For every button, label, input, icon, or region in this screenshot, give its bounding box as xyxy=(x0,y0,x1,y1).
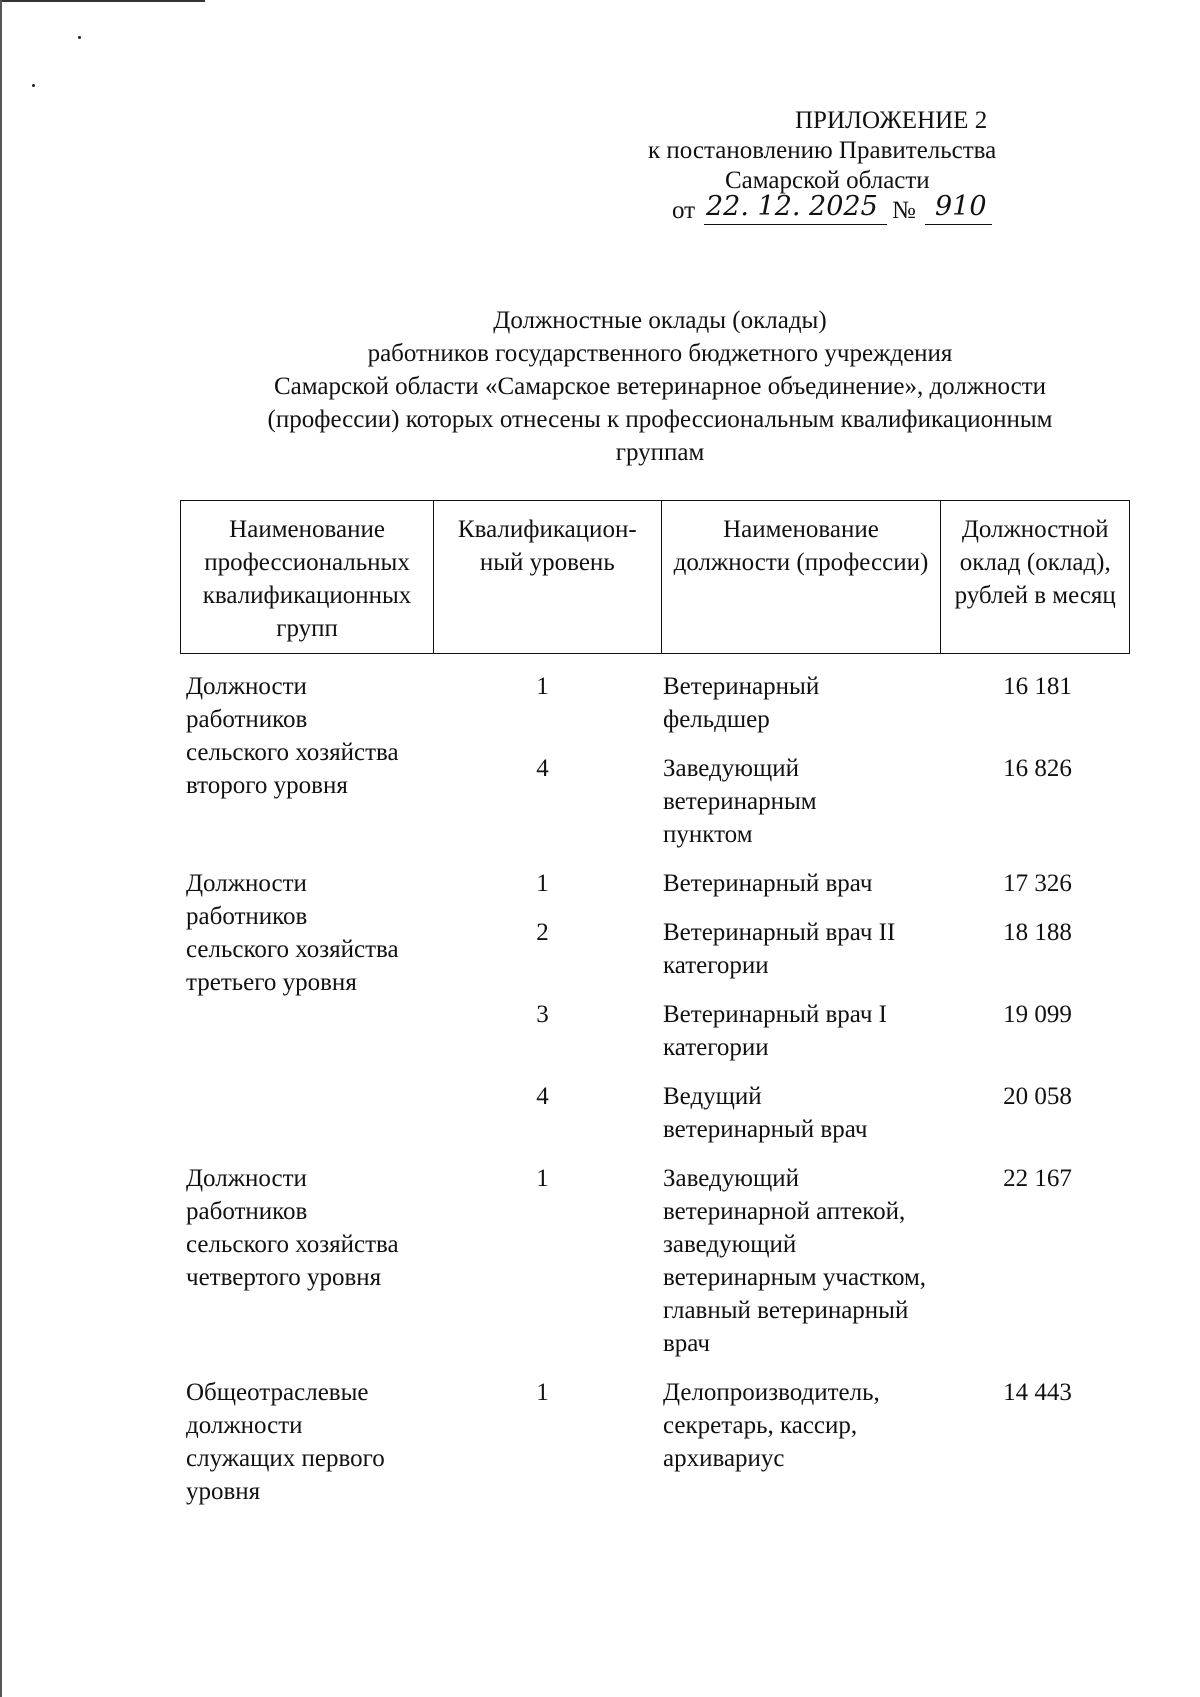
header-level: Квалификацион-ный уровень xyxy=(434,501,661,654)
salary: 18 188 xyxy=(1003,919,1072,946)
scan-edge-top xyxy=(0,0,205,2)
position: Ведущий ветеринарный врач xyxy=(663,1083,868,1143)
level: 1 xyxy=(536,1379,549,1406)
date-handwritten: 22. 12. 2025 xyxy=(706,191,878,222)
position: Ветеринарный врач I категории xyxy=(663,1001,887,1061)
group-name: Общеотраслевые должности служащих первого уровня xyxy=(186,1379,385,1505)
salary: 17 326 xyxy=(1003,870,1072,897)
number-prefix: № xyxy=(892,197,916,224)
position: Заведующий ветеринарным пунктом xyxy=(663,755,817,848)
scan-edge-left xyxy=(0,0,2,1697)
appendix-title: ПРИЛОЖЕНИЕ 2 xyxy=(795,107,988,134)
header-position: Наименование должности (профессии) xyxy=(661,501,941,654)
number-underline xyxy=(925,224,992,225)
table-group xyxy=(180,670,1130,851)
salary: 16 181 xyxy=(1003,673,1072,700)
date-underline xyxy=(704,224,887,225)
salary: 22 167 xyxy=(1003,1165,1072,1192)
scan-speck xyxy=(78,36,81,39)
level: 2 xyxy=(536,919,549,946)
level: 1 xyxy=(536,673,549,700)
table-group xyxy=(180,1162,1130,1360)
position: Делопроизводитель, секретарь, кассир, архивариус xyxy=(663,1379,880,1472)
document-title xyxy=(190,304,1130,469)
number-handwritten: 910 xyxy=(935,191,987,222)
scan-speck xyxy=(32,84,35,87)
salary: 20 058 xyxy=(1003,1083,1072,1110)
group-name: Должности работников сельского хозяйства четвертого уровня xyxy=(186,1165,399,1291)
title-line: группам xyxy=(615,439,705,466)
group-name: Должности работников сельского хозяйства третьего уровня xyxy=(186,870,399,996)
level: 1 xyxy=(536,870,549,897)
salary: 14 443 xyxy=(1003,1379,1072,1406)
position: Ветеринарный врач II категории xyxy=(663,919,896,979)
title-line: (профессии) которых отнесены к профессиональным квалификационным xyxy=(267,406,1053,433)
table-group xyxy=(180,867,1130,1146)
group-name: Должности работников сельского хозяйства второго уровня xyxy=(186,673,399,799)
position: Ветеринарный врач xyxy=(663,870,873,897)
salary: 16 826 xyxy=(1003,755,1072,782)
appendix-line2: Самарской области xyxy=(725,167,930,194)
appendix-line1: к постановлению Правительства xyxy=(648,137,997,164)
title-line: Самарской области «Самарское ветеринарное объединение», должности xyxy=(274,373,1046,400)
position: Ветеринарный фельдшер xyxy=(663,673,820,733)
salary-table-body xyxy=(180,658,1130,1508)
date-prefix: от xyxy=(672,197,696,224)
level: 1 xyxy=(536,1165,549,1192)
level: 4 xyxy=(536,1083,549,1110)
title-line: Должностные оклады (оклады) xyxy=(493,307,827,334)
table-group xyxy=(180,1376,1130,1508)
position: Заведующий ветеринарной аптекой, заведующий ветеринарным участком, главный ветеринарный врач xyxy=(663,1165,927,1357)
level: 3 xyxy=(536,1001,549,1028)
title-line: работников государственного бюджетного учреждения xyxy=(367,340,953,367)
header-salary: Должностной оклад (оклад), рублей в месяц xyxy=(941,501,1130,654)
header-group: Наименование профессиональных квалификационных групп xyxy=(181,501,434,654)
salary-table-header xyxy=(180,500,1130,654)
level: 4 xyxy=(536,755,549,782)
salary: 19 099 xyxy=(1003,1001,1072,1028)
